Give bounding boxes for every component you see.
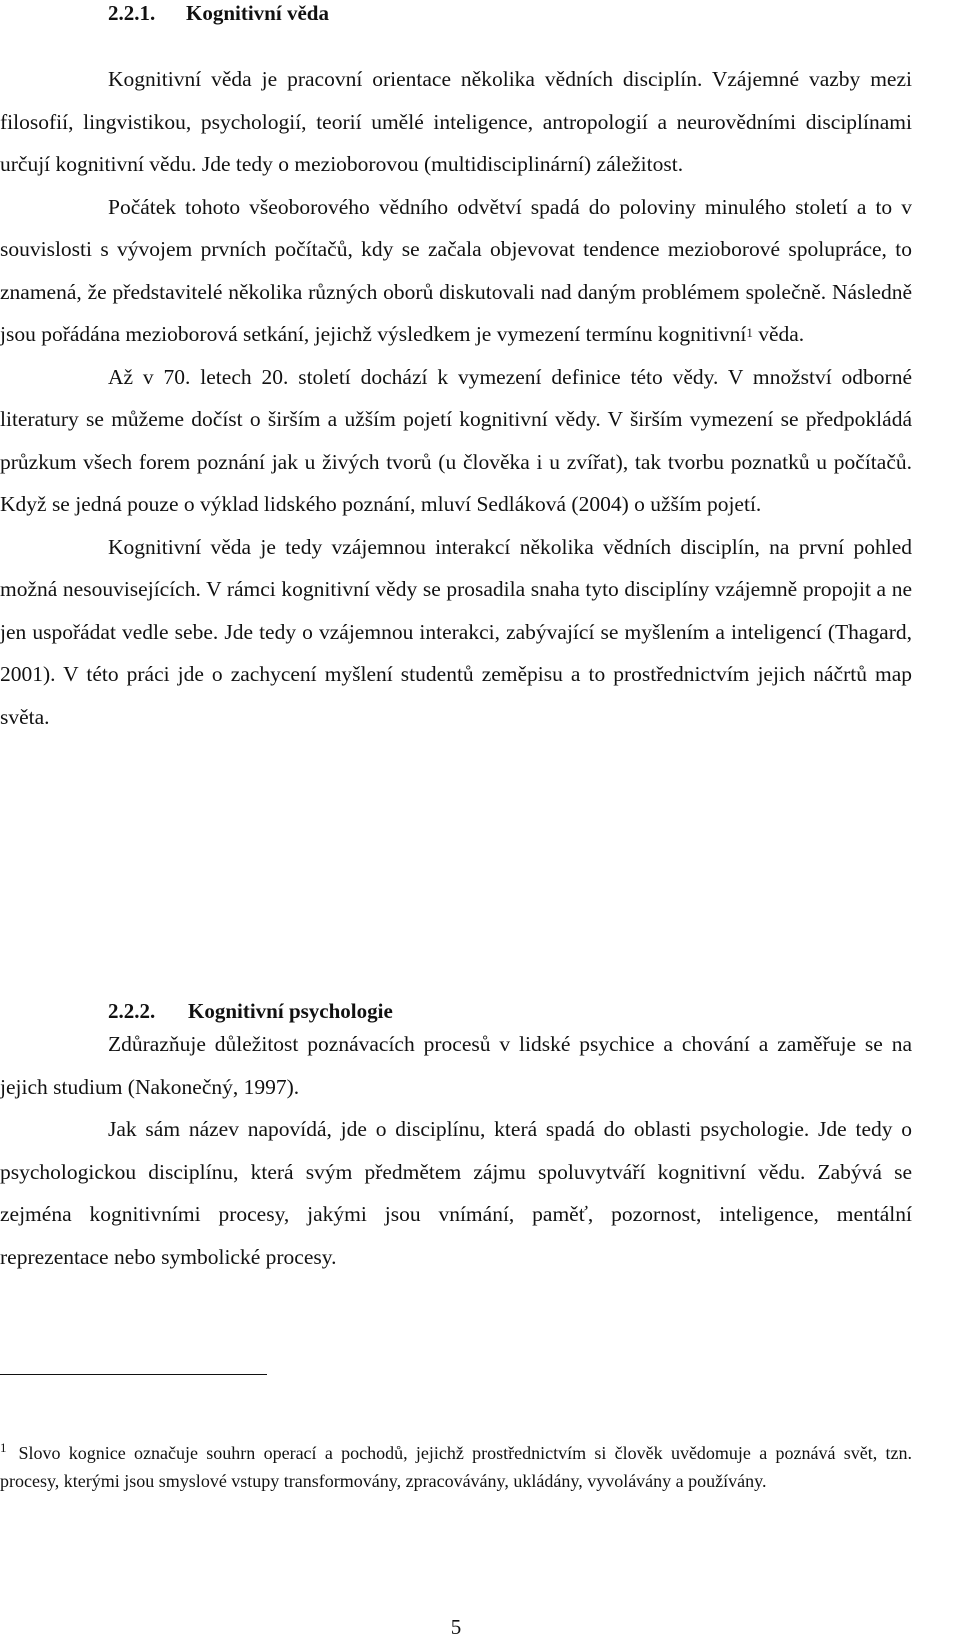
paragraph: Zdůrazňuje důležitost poznávacích procesů v lidské psychice a chování a zaměřuje se na jejich studium (Nakonečný, 1997). (0, 1032, 912, 1099)
paragraph: Kognitivní věda je tedy vzájemnou interakcí několika vědních disciplín, na první pohled možná nesouvisejících. V rámci kognitivní vědy se prosadila snaha tyto disciplíny vzájemně propojit a ne jen uspořádat vedle sebe. Jde tedy o vzájemnou interakci, zabývající se myšlením a inteligencí (Thagard, 2001). V této práci jde o zachycení myšlení studentů zeměpisu a to prostřednictvím jejich náčrtů map světa. (0, 534, 912, 729)
footnote-paragraph (0, 1440, 912, 1494)
paragraph: Kognitivní věda je pracovní orientace několika vědních disciplín. Vzájemné vazby mezi filosofií, lingvistikou, psychologií, teorií umělé inteligence, antropologií a neurovědními disciplínami určují kognitivní vědu. Jde tedy o mezioborovou (multidisciplinární) záležitost. (0, 67, 912, 176)
section-heading-2-2-2 (108, 998, 393, 1024)
section-heading-2-2-1 (108, 0, 329, 26)
footnote-mark: 1 (0, 1440, 7, 1455)
section-number: 2.2.1. (108, 1, 156, 25)
footnote (0, 1440, 912, 1494)
paragraph-text-tail: věda. (752, 322, 805, 346)
paragraph: Jak sám název napovídá, jde o disciplínu, která spadá do oblasti psychologie. Jde tedy o psychologickou disciplínu, která svým předmětem zájmu spoluvytváří kognitivní vědu. Zabývá se zejména kognitivními procesy, jakými jsou vnímání, paměť, pozornost, inteligence, mentální reprezentace nebo symbolické procesy. (0, 1117, 912, 1269)
section-body-2-2-1 (0, 58, 912, 738)
paragraph: Až v 70. letech 20. století dochází k vymezení definice této vědy. V množství odborné literatury se můžeme dočíst o širším a užším pojetí kognitivní vědy. V širším vymezení se předpokládá průzkum všech forem poznání jak u živých tvorů (u člověka i u zvířat), tak tvorbu poznatků u počítačů. Když se jedná pouze o výklad lidského poznání, mluví Sedláková (2004) o užším pojetí. (0, 364, 912, 516)
paragraph (0, 186, 912, 356)
footnote-separator (0, 1374, 267, 1375)
section-body-2-2-2 (0, 1023, 912, 1278)
section-title: Kognitivní věda (186, 1, 329, 25)
footnote-text: Slovo kognice označuje souhrn operací a pochodů, jejichž prostřednictvím si člověk uvědomuje a poznává svět, tzn. procesy, kterými jsou smyslové vstupy transformovány, zpracovávány, ukládány, vyvolávány a používány. (0, 1443, 912, 1491)
section-title: Kognitivní psychologie (188, 999, 393, 1023)
paragraph-text: Počátek tohoto všeoborového vědního odvětví spadá do poloviny minulého století a to v souvislosti s vývojem prvních počítačů, kdy se začala objevovat tendence mezioborové spolupráce, to znamená, že představitelé několika různých oborů diskutovali nad daným problémem společně. Následně jsou pořádána mezioborová setkání, jejichž výsledkem je vymezení termínu kognitivní (0, 194, 912, 346)
section-number: 2.2.2. (108, 999, 156, 1023)
footnote-reference: 1 (746, 325, 753, 340)
page-number: 5 (450, 1615, 462, 1639)
